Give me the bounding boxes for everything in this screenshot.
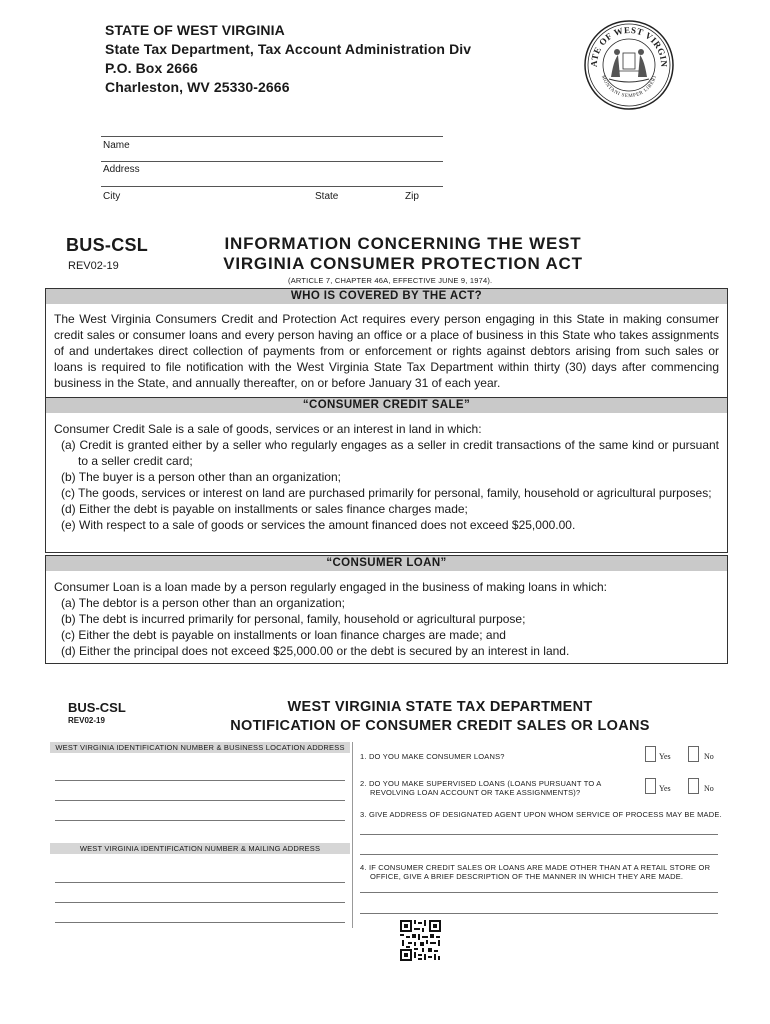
consumer-loan-heading: “CONSUMER LOAN” [46,556,727,571]
address-label: Address [103,164,140,175]
form-revision: REV02-19 [68,260,119,272]
who-is-covered-section [45,288,728,398]
list-item: (e) With respect to a sale of goods or services the amount financed does not exceed $25,000.00. [61,518,576,532]
question-1: 1. DO YOU MAKE CONSUMER LOANS? [360,752,505,761]
form-title-line1: INFORMATION CONCERNING THE WEST [224,234,582,253]
who-is-covered-heading: WHO IS COVERED BY THE ACT? [46,289,727,304]
notification-form-id: BUS-CSL [68,700,126,715]
mailing-address-line[interactable] [55,882,345,883]
who-is-covered-body: The West Virginia Consumers Credit and Protection Act requires every person engaging in this State in making consumer credit sales or consumer loans and every person having an office or a place of business in this State who takes assignments of and undertakes direct collection of payments from or enforcement or rights against debtors arising from such sales or loans is required to file notification with the West Virginia State Tax Department within thirty (30) days after commencing business in the State, and annually thereafter, on or before January 31 of each year. [54,312,719,390]
form-title-line2: VIRGINIA CONSUMER PROTECTION ACT [223,254,583,273]
agency-header [105,21,471,97]
mailing-address-heading: WEST VIRGINIA IDENTIFICATION NUMBER & MAILING ADDRESS [50,843,350,854]
name-label: Name [103,140,130,151]
question-4-line1: 4. IF CONSUMER CREDIT SALES OR LOANS ARE MADE OTHER THAN AT A RETAIL STORE OR [360,863,711,872]
question-2-line2: REVOLVING LOAN ACCOUNT OR TAKE ASSIGNMENTS)? [370,788,581,797]
header-po-box: P.O. Box 2666 [105,60,198,76]
list-item: (b) The debt is incurred primarily for personal, family, household or agricultural purpose; [61,612,526,626]
business-location-line[interactable] [55,800,345,801]
consumer-loan-section [45,555,728,664]
q1-yes-checkbox[interactable] [645,746,656,762]
description-line[interactable] [360,892,718,893]
header-city: Charleston, WV 25330-2666 [105,79,290,95]
consumer-credit-sale-heading: “CONSUMER CREDIT SALE” [46,398,727,413]
question-4 [360,863,710,881]
question-4-line2: OFFICE, GIVE A BRIEF DESCRIPTION OF THE MANNER IN WHICH THEY ARE MADE. [370,872,684,881]
city-label: City [103,191,121,202]
state-seal-icon [583,19,675,111]
form-title [180,234,626,274]
list-item: (d) Either the principal does not exceed $25,000.00 or the debt is secured by an interest in land. [61,644,570,658]
citation: (ARTICLE 7, CHAPTER 46A, EFFECTIVE JUNE 9, 1974). [288,276,493,285]
header-state: STATE OF WEST VIRGINIA [105,22,285,38]
address-line [101,161,443,162]
q1-yes-label: Yes [659,752,671,761]
list-item: (d) Either the debt is payable on installments or sales finance charges made; [61,502,468,516]
q2-yes-checkbox[interactable] [645,778,656,794]
notification-revision: REV02-19 [68,716,105,725]
q1-no-label: No [704,752,714,761]
notification-title [200,698,680,736]
consumer-credit-sale-section [45,397,728,553]
business-location-line[interactable] [55,780,345,781]
list-item: (b) The buyer is a person other than an organization; [61,470,341,484]
column-divider [352,742,353,928]
consumer-credit-sale-body [54,421,719,533]
qr-code-icon [400,920,441,961]
notification-title-line2: NOTIFICATION OF CONSUMER CREDIT SALES OR LOANS [230,718,650,734]
description-line[interactable] [360,913,718,914]
q2-yes-label: Yes [659,784,671,793]
q2-no-checkbox[interactable] [688,778,699,794]
svg-text:MONTANI SEMPER LIBERI: MONTANI SEMPER LIBERI [599,74,659,100]
state-label: State [315,191,339,202]
header-department: State Tax Department, Tax Account Administration Div [105,41,472,57]
question-3: 3. GIVE ADDRESS OF DESIGNATED AGENT UPON WHOM SERVICE OF PROCESS MAY BE MADE. [360,810,722,819]
question-2-line1: 2. DO YOU MAKE SUPERVISED LOANS (LOANS PURSUANT TO A [360,779,602,788]
q2-no-label: No [704,784,714,793]
city-line [101,186,443,187]
list-item: (a) Credit is granted either by a seller who regularly engages as a seller in credit transactions of the same kind or pursuant to a seller credit card; [61,438,719,468]
question-2 [360,779,601,797]
svg-text:STATE OF WEST VIRGINIA: ATE OF WEST VIRGIN [588,24,670,68]
consumer-loan-intro: Consumer Loan is a loan made by a person regularly engaged in the business of making loans in which: [54,580,607,594]
zip-label: Zip [405,191,419,202]
mailing-address-line[interactable] [55,902,345,903]
name-line [101,136,443,137]
consumer-loan-body [54,579,719,659]
consumer-credit-sale-intro: Consumer Credit Sale is a sale of goods, services or an interest in land in which: [54,422,482,436]
list-item: (c) The goods, services or interest on land are purchased primarily for personal, family, household or agricultural purposes; [61,486,712,500]
list-item: (c) Either the debt is payable on installments or loan finance charges are made; and [61,628,506,642]
business-location-line[interactable] [55,820,345,821]
list-item: (a) The debtor is a person other than an organization; [61,596,345,610]
agent-address-line[interactable] [360,834,718,835]
mailing-address-line[interactable] [55,922,345,923]
q1-no-checkbox[interactable] [688,746,699,762]
form-id: BUS-CSL [66,235,149,255]
agent-address-line[interactable] [360,854,718,855]
business-location-heading: WEST VIRGINIA IDENTIFICATION NUMBER & BUSINESS LOCATION ADDRESS [50,742,350,753]
notification-title-line1: WEST VIRGINIA STATE TAX DEPARTMENT [287,699,593,715]
